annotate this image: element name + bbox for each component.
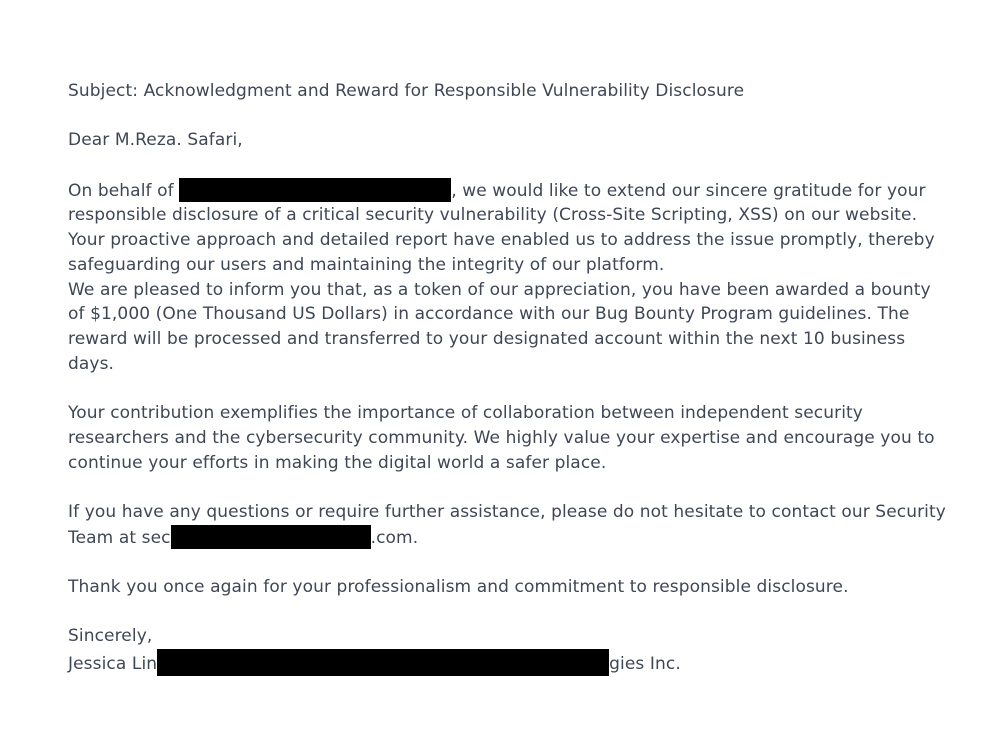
email-document [68, 79, 948, 677]
gratitude-text-start: On behalf of [68, 180, 180, 201]
paragraph-gratitude [68, 178, 948, 278]
signature-name: Jessica Lin [68, 654, 158, 675]
paragraph-bounty: We are pleased to inform you that, as a token of our appreciation, you have been awarded a bounty of $1,000 (One Thousand US Dollars) in accordance with our Bug Bounty Program guidelines. The reward will be processed and transferred to your designated account within the next 10 business days. [68, 279, 931, 374]
redaction-block-signature [157, 649, 609, 676]
gratitude-text-rest: , we would like to extend our sincere gratitude for your responsible disclosure of a critical security vulnerability (Cross-Site Scripting, XSS) on our website. Your proactive approach and detailed report have enabled us to address the issue promptly, thereby safeguarding our users and maintaining the integrity of our platform. [68, 180, 935, 275]
signature-line [68, 649, 948, 677]
redaction-block-email [171, 525, 371, 549]
contact-text-end: .com. [370, 527, 419, 548]
paragraph-thanks: Thank you once again for your professionalism and commitment to responsible disclosure. [68, 576, 849, 597]
redaction-block-company [179, 178, 451, 202]
email-subject: Subject: Acknowledgment and Reward for Responsible Vulnerability Disclosure [68, 81, 745, 101]
closing-text: Sincerely, [68, 626, 153, 647]
paragraph-contribution: Your contribution exemplifies the importance of collaboration between independent security researchers and the cybersecurity community. We highly value your expertise and encourage you to continue your efforts in making the digital world a safer place. [68, 403, 935, 473]
email-greeting: Dear M.Reza. Safari, [68, 130, 243, 151]
email-signoff [68, 624, 948, 676]
signature-company-end: gies Inc. [609, 654, 681, 675]
paragraph-contact [68, 500, 948, 550]
contact-text-start: If you have any questions or require further assistance, please do not hesitate to contact our Security Team at sec [68, 501, 946, 548]
